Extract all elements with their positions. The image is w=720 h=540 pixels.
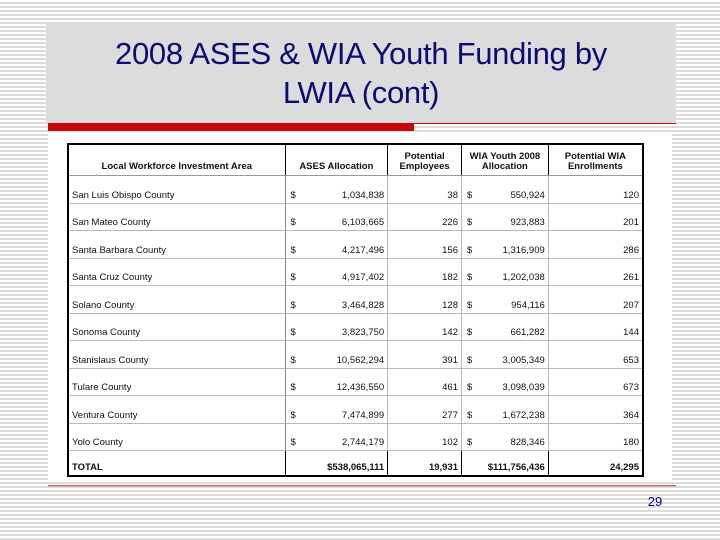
cell-employees: 182: [388, 258, 462, 286]
wia-value: 954,116: [511, 299, 545, 311]
ases-value: 4,917,402: [341, 272, 385, 283]
ases-value: 10,562,294: [336, 354, 385, 366]
cell-employees: 38: [388, 176, 462, 204]
cell-wia: [462, 423, 549, 451]
total-wia: $111,756,436: [462, 451, 549, 477]
currency-symbol: $: [290, 409, 296, 421]
wia-value: 1,672,238: [502, 409, 545, 421]
wia-value: 661,282: [510, 327, 545, 338]
currency-symbol: $: [467, 382, 473, 393]
cell-ases: [285, 203, 388, 231]
currency-symbol: $: [467, 327, 473, 338]
cell-area: Stanislaus County: [68, 341, 285, 369]
cell-area: Tulare County: [68, 368, 285, 396]
cell-area: Santa Cruz County: [68, 258, 285, 286]
cell-area: Solano County: [68, 286, 285, 314]
header-potential-enrollments: Potential WIA Enrollments: [548, 144, 643, 176]
slide-title-line-2: LWIA (cont): [282, 75, 440, 110]
total-label: TOTAL: [68, 451, 285, 477]
ases-value: 1,034,838: [341, 189, 385, 201]
ases-value: 6,103,665: [341, 217, 385, 228]
cell-area: Yolo County: [68, 423, 285, 451]
currency-symbol: $: [467, 217, 473, 228]
header-potential-employees: Potential Employees: [388, 144, 462, 176]
currency-symbol: $: [290, 244, 296, 256]
cell-enrollments: 653: [548, 341, 643, 369]
cell-ases: [285, 286, 388, 314]
table-row: [68, 368, 643, 396]
cell-wia: [462, 396, 549, 424]
currency-symbol: $: [290, 272, 296, 283]
funding-table: [67, 143, 644, 477]
wia-value: 3,005,349: [502, 354, 545, 366]
cell-enrollments: 120: [548, 176, 643, 204]
cell-ases: [285, 313, 388, 341]
cell-employees: 226: [388, 203, 462, 231]
currency-symbol: $: [290, 354, 296, 366]
cell-wia: [462, 313, 549, 341]
cell-wia: [462, 231, 549, 259]
cell-ases: [285, 341, 388, 369]
cell-enrollments: 201: [548, 203, 643, 231]
table-row: [68, 286, 643, 314]
cell-employees: 461: [388, 368, 462, 396]
table-row: [68, 176, 643, 204]
table-row: [68, 258, 643, 286]
wia-value: 828,346: [510, 437, 545, 448]
slide-title-line-1: 2008 ASES & WIA Youth Funding by: [115, 36, 607, 71]
slide-title-box: [46, 24, 676, 122]
title-accent-bar: [48, 123, 414, 131]
cell-wia: [462, 176, 549, 204]
table-row: [68, 341, 643, 369]
title-accent-line: [414, 123, 676, 124]
cell-employees: 277: [388, 396, 462, 424]
currency-symbol: $: [290, 217, 296, 228]
currency-symbol: $: [290, 437, 296, 448]
ases-value: 3,464,828: [341, 299, 385, 311]
cell-employees: 128: [388, 286, 462, 314]
wia-value: 1,202,038: [502, 272, 545, 283]
wia-value: 923,883: [510, 217, 545, 228]
ases-value: 3,823,750: [341, 327, 385, 338]
cell-enrollments: 673: [548, 368, 643, 396]
cell-ases: [285, 368, 388, 396]
currency-symbol: $: [467, 437, 473, 448]
cell-ases: [285, 231, 388, 259]
cell-enrollments: 207: [548, 286, 643, 314]
currency-symbol: $: [467, 354, 473, 366]
ases-value: 7,474,899: [341, 409, 385, 421]
header-area: Local Workforce Investment Area: [68, 144, 285, 176]
wia-value: 3,098,039: [502, 382, 545, 393]
cell-area: San Luis Obispo County: [68, 176, 285, 204]
ases-value: 12,436,550: [336, 382, 385, 393]
table-row: [68, 396, 643, 424]
page-number: 29: [647, 494, 663, 509]
currency-symbol: $: [467, 272, 473, 283]
cell-wia: [462, 258, 549, 286]
cell-area: Sonoma County: [68, 313, 285, 341]
cell-wia: [462, 341, 549, 369]
cell-area: Ventura County: [68, 396, 285, 424]
header-ases-allocation: ASES Allocation: [285, 144, 388, 176]
currency-symbol: $: [290, 299, 296, 311]
currency-symbol: $: [467, 409, 473, 421]
cell-enrollments: 364: [548, 396, 643, 424]
cell-area: Santa Barbara County: [68, 231, 285, 259]
currency-symbol: $: [467, 244, 473, 256]
table-total-row: [68, 451, 643, 477]
cell-wia: [462, 286, 549, 314]
currency-symbol: $: [467, 299, 473, 311]
cell-employees: 391: [388, 341, 462, 369]
cell-ases: [285, 423, 388, 451]
currency-symbol: $: [290, 189, 296, 201]
cell-enrollments: 144: [548, 313, 643, 341]
cell-ases: [285, 396, 388, 424]
cell-wia: [462, 368, 549, 396]
cell-employees: 142: [388, 313, 462, 341]
wia-value: 550,924: [510, 189, 545, 201]
slide-title: [115, 34, 607, 112]
table-header-row: [68, 144, 643, 176]
wia-value: 1,316,909: [502, 244, 545, 256]
cell-enrollments: 261: [548, 258, 643, 286]
cell-wia: [462, 203, 549, 231]
cell-area: San Mateo County: [68, 203, 285, 231]
table-row: [68, 423, 643, 451]
ases-value: 4,217,496: [341, 244, 385, 256]
header-wia-youth-allocation: WIA Youth 2008 Allocation: [462, 144, 549, 176]
table-row: [68, 203, 643, 231]
table-row: [68, 231, 643, 259]
footer-divider-shadow: [48, 486, 676, 487]
currency-symbol: $: [290, 382, 296, 393]
currency-symbol: $: [467, 189, 473, 201]
cell-enrollments: 180: [548, 423, 643, 451]
cell-enrollments: 286: [548, 231, 643, 259]
cell-ases: [285, 176, 388, 204]
cell-ases: [285, 258, 388, 286]
total-ases: $538,065,111: [285, 451, 388, 477]
currency-symbol: $: [290, 327, 296, 338]
total-enrollments: 24,295: [548, 451, 643, 477]
ases-value: 2,744,179: [341, 437, 385, 448]
cell-employees: 156: [388, 231, 462, 259]
table-row: [68, 313, 643, 341]
cell-employees: 102: [388, 423, 462, 451]
total-employees: 19,931: [388, 451, 462, 477]
